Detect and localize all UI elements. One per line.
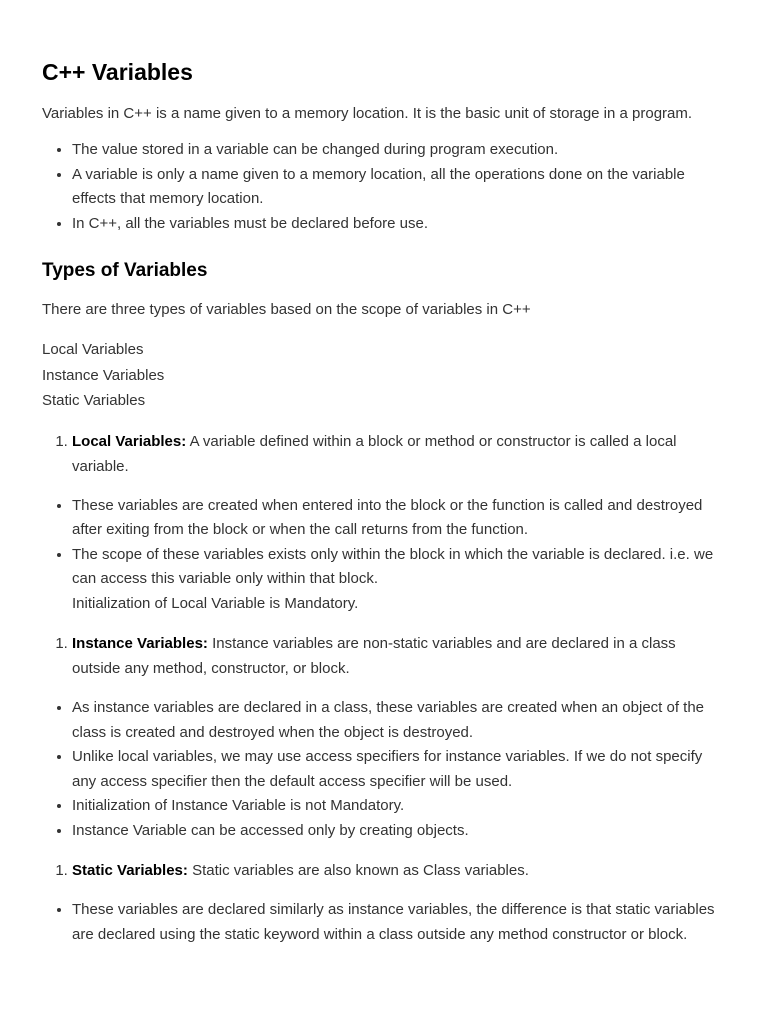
list-item: • Unlike local variables, we may use access specifiers for instance variables. If we do not specify any access specifier then the default access specifier will be used. — [72, 745, 726, 794]
static-variables-definition-list — [42, 858, 726, 883]
list-item: • Instance Variable can be accessed only by creating objects. — [72, 819, 726, 844]
types-list-item: Instance Variables — [42, 366, 165, 384]
list-item: • In C++, all the variables must be declared before use. — [72, 212, 726, 237]
instance-variables-definition — [72, 631, 726, 681]
static-variables-bullet-list — [42, 898, 726, 947]
section-heading-types: Types of Variables — [42, 260, 208, 281]
list-item: • The value stored in a variable can be changed during program execution. — [72, 138, 726, 163]
local-variables-text: A variable defined within a block or method or constructor is called a local variable. — [72, 432, 677, 475]
types-list — [42, 337, 726, 414]
list-item-text: The scope of these variables exists only within the block in which the variable is declared. i.e. we can access this variable only within that block. — [72, 545, 714, 587]
intro-bullet-list — [42, 138, 726, 236]
local-variables-note: Initialization of Local Variable is Mandatory. — [72, 594, 359, 612]
list-item: • Initialization of Instance Variable is not Mandatory. — [72, 794, 726, 819]
list-item: • These variables are declared similarly as instance variables, the difference is that static variables are declared using the static keyword within a class outside any method constructor or block. — [72, 898, 726, 947]
types-list-item: Local Variables — [42, 341, 144, 358]
instance-variables-term: Instance Variables: — [72, 635, 208, 652]
instance-variables-bullet-list — [42, 696, 726, 843]
local-variables-definition — [72, 429, 726, 479]
intro-paragraph: Variables in C++ is a name given to a memory location. It is the basic unit of storage in a program. — [42, 105, 693, 122]
list-item: • As instance variables are declared in a class, these variables are created when an object of the class is created and destroyed when the object is destroyed. — [72, 696, 726, 745]
list-item: • These variables are created when entered into the block or the function is called and destroyed after exiting from the block or when the call returns from the function. — [72, 494, 726, 543]
static-variables-definition — [72, 858, 726, 883]
local-variables-term: Local Variables: — [72, 432, 187, 450]
instance-variables-text: Instance variables are non-static variables and are declared in a class outside any method, constructor, or block. — [72, 635, 676, 677]
types-list-item: Static Variables — [42, 392, 146, 409]
page-title: C++ Variables — [42, 59, 193, 85]
instance-variables-definition-list — [42, 631, 726, 681]
static-variables-term: Static Variables: — [72, 862, 188, 879]
types-intro-paragraph: There are three types of variables based on the scope of variables in C++ — [42, 301, 531, 318]
list-item: • A variable is only a name given to a memory location, all the operations done on the variable effects that memory location. — [72, 163, 726, 212]
static-variables-text: Static variables are also known as Class variables. — [187, 862, 529, 879]
local-variables-definition-list — [42, 429, 726, 479]
local-variables-bullet-list — [42, 494, 726, 617]
list-item — [72, 543, 726, 617]
